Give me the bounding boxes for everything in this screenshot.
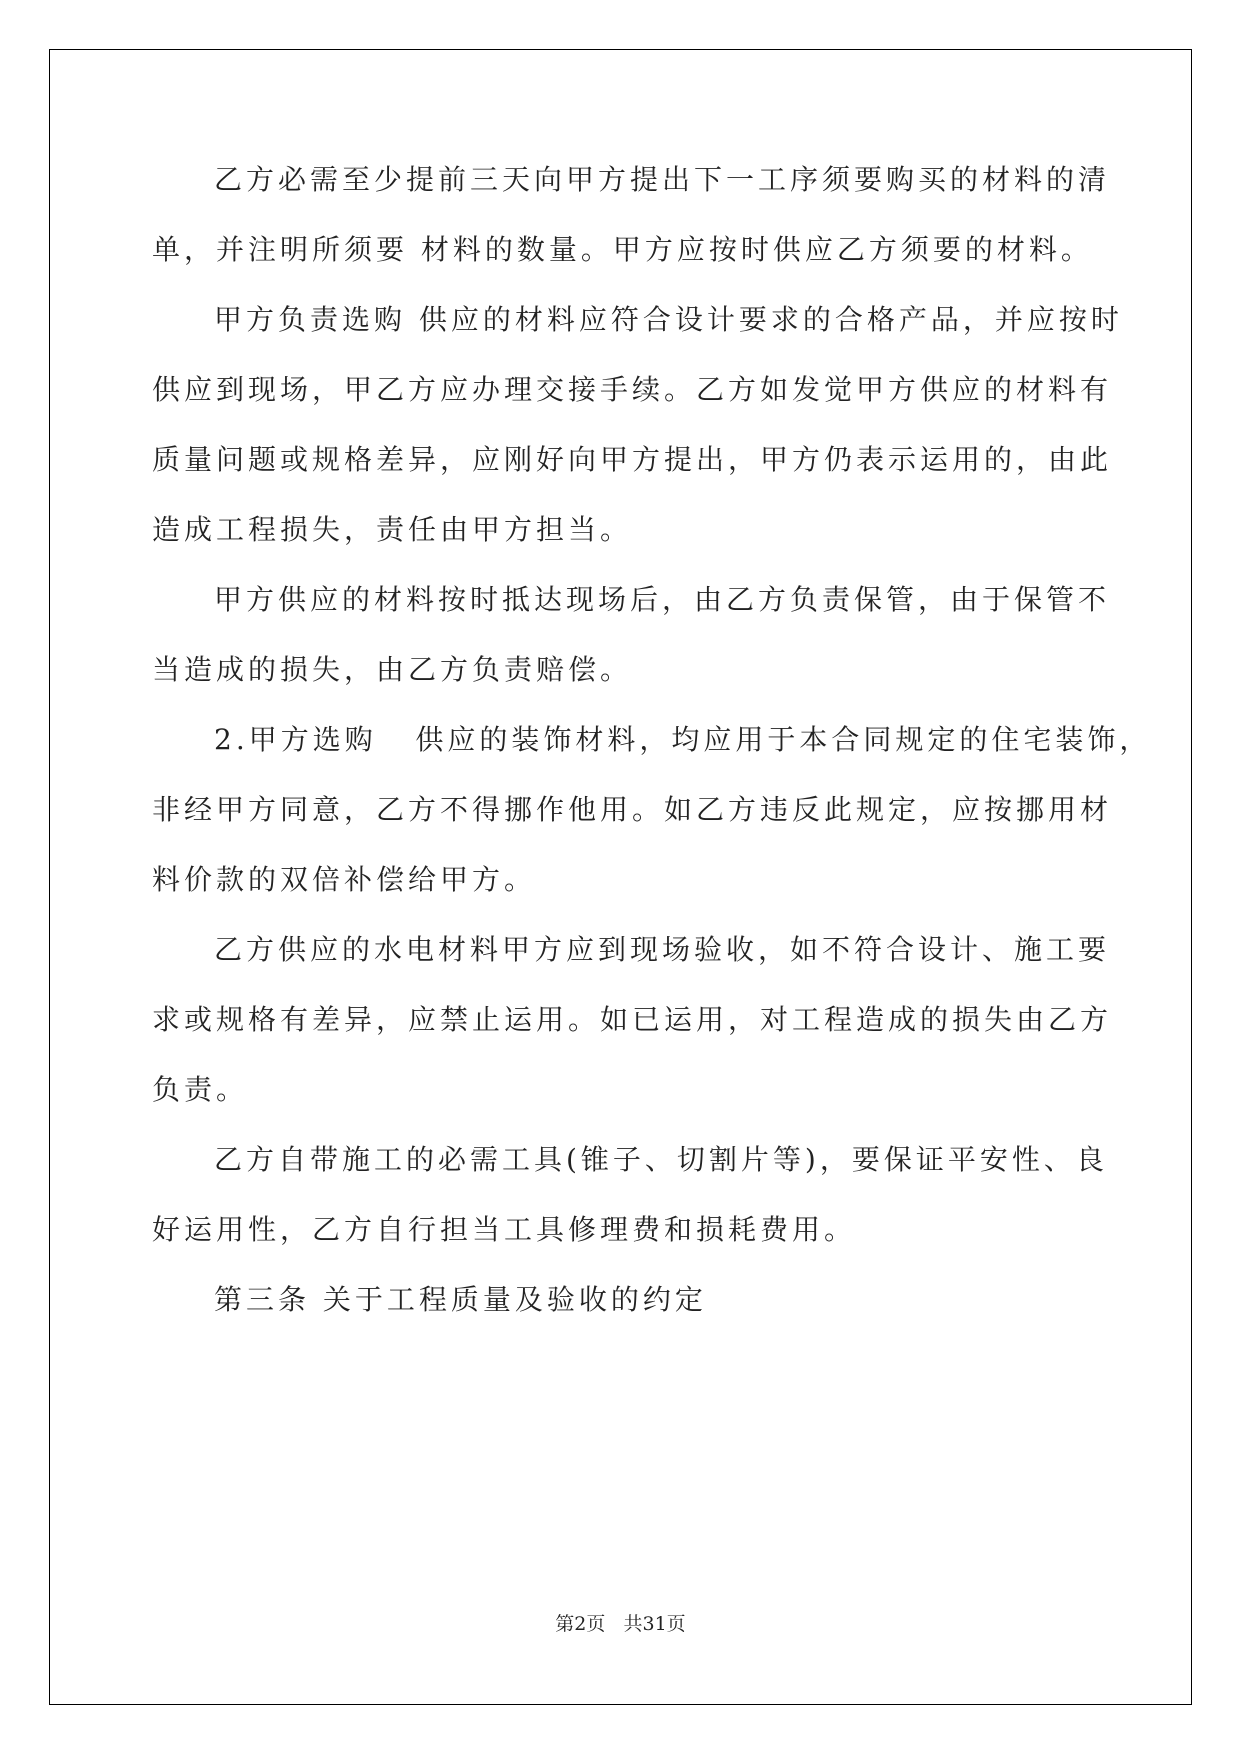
section-heading: 第三条 关于工程质量及验收的约定 [214, 1283, 707, 1316]
paragraph-line: 供应到现场，甲乙方应办理交接手续。乙方如发觉甲方供应的材料有 [152, 373, 1113, 406]
paragraph-line: 乙方自带施工的必需工具(锥子、切割片等)，要保证平安性、良 [214, 1143, 1108, 1176]
paragraph-line: 非经甲方同意，乙方不得挪作他用。如乙方违反此规定，应按挪用材 [152, 793, 1113, 826]
paragraph-line: 质量问题或规格差异，应刚好向甲方提出，甲方仍表示运用的，由此 [152, 443, 1113, 476]
paragraph-line: 甲方供应的材料按时抵达现场后，由乙方负责保管，由于保管不 [214, 583, 1111, 616]
paragraph-line: 求或规格有差异，应禁止运用。如已运用，对工程造成的损失由乙方 [152, 1003, 1113, 1036]
paragraph-line: 乙方必需至少提前三天向甲方提出下一工序须要购买的材料的清 [214, 163, 1111, 196]
paragraph-line: 料价款的双倍补偿给甲方。 [152, 863, 537, 896]
page-number-footer: 第2页 共31页 [555, 1613, 686, 1635]
paragraph-line: 乙方供应的水电材料甲方应到现场验收，如不符合设计、施工要 [214, 933, 1111, 966]
paragraph-line: 造成工程损失，责任由甲方担当。 [152, 513, 633, 546]
paragraph-line: 甲方负责选购 供应的材料应符合设计要求的合格产品，并应按时 [214, 303, 1123, 336]
paragraph-line: 好运用性，乙方自行担当工具修理费和损耗费用。 [152, 1213, 857, 1246]
paragraph-line: 当造成的损失，由乙方负责赔偿。 [152, 653, 633, 686]
paragraph-line: 负责。 [152, 1073, 249, 1106]
paragraph-line: 2.甲方选购 供应的装饰材料，均应用于本合同规定的住宅装饰， [214, 723, 1152, 756]
paragraph-line: 单，并注明所须要 材料的数量。甲方应按时供应乙方须要的材料。 [152, 233, 1093, 266]
